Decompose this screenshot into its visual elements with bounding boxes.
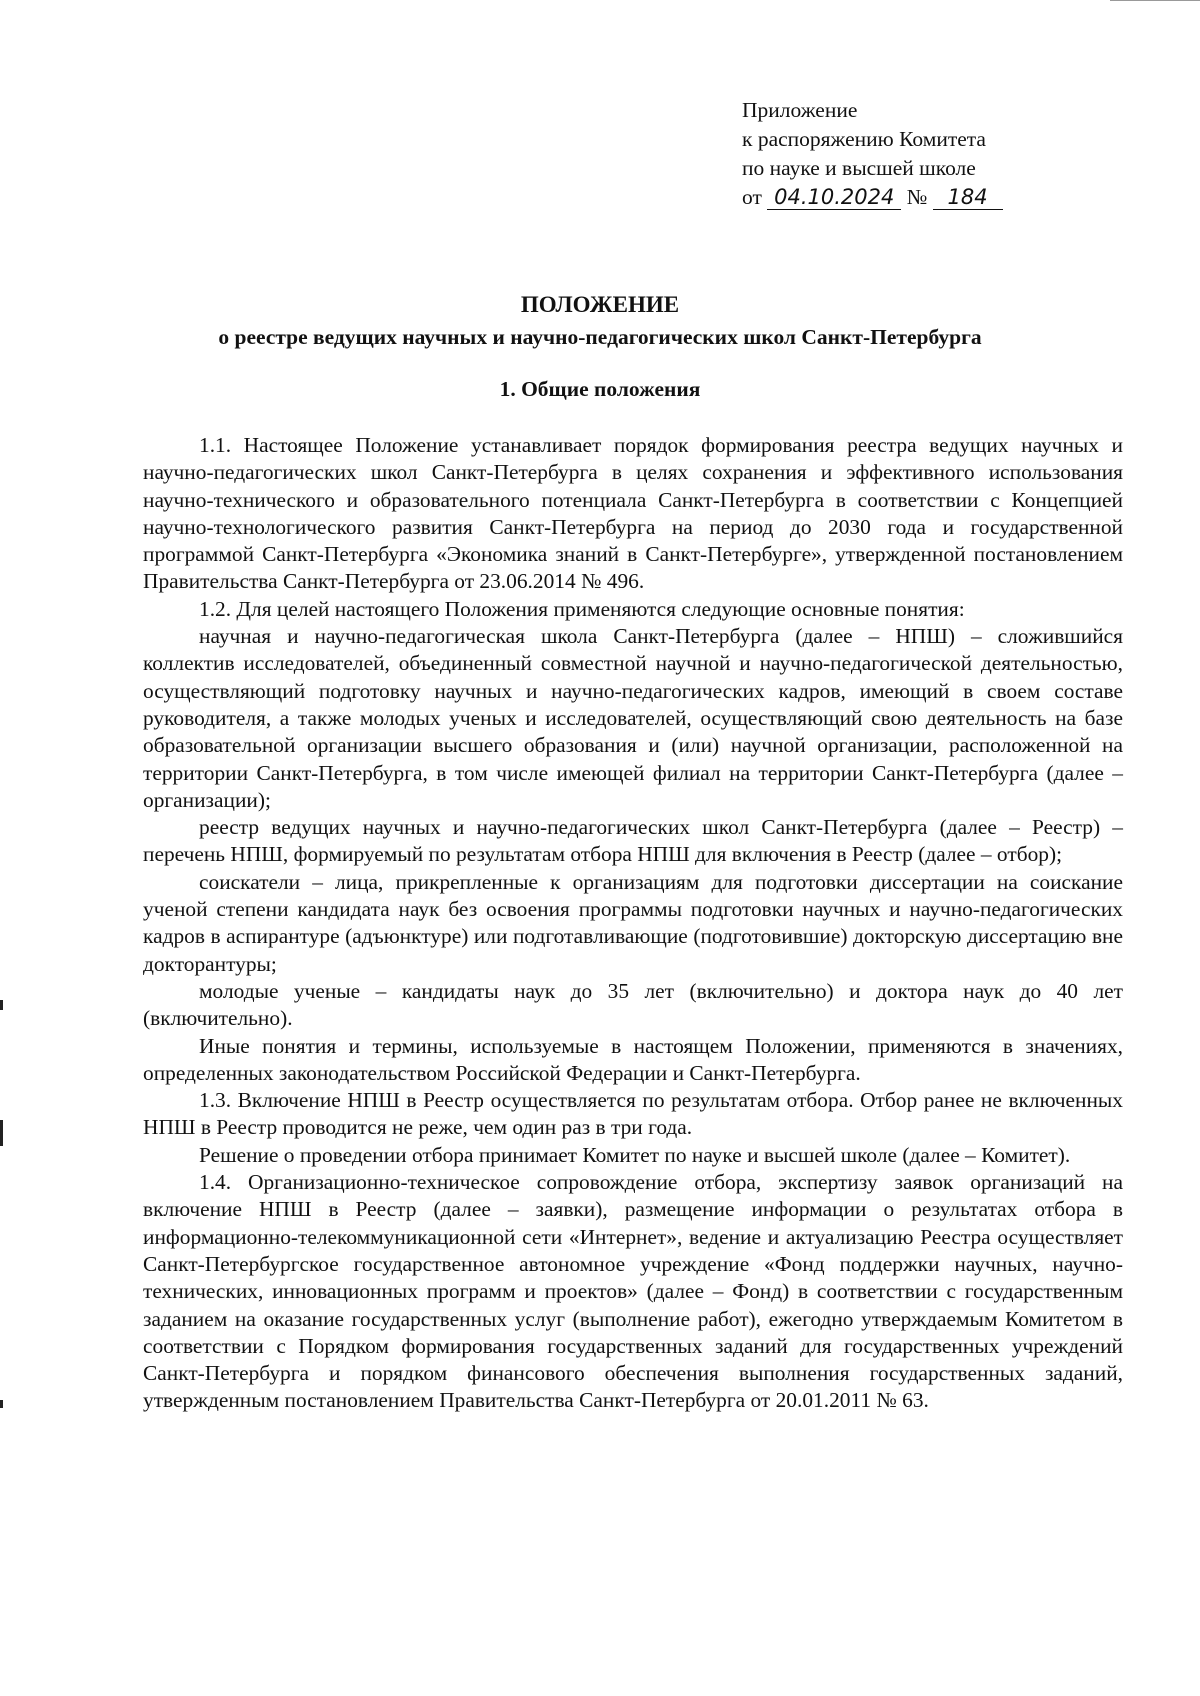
paragraph: молодые ученые – кандидаты наук до 35 лет (включительно) и доктора наук до 40 лет (включительно). [143,978,1123,1031]
paragraph: 1.3. Включение НПШ в Реестр осуществляется по результатам отбора. Отбор ранее не включенных НПШ в Реестр проводится не реже, чем один раз в три года. [143,1088,1123,1140]
paragraph: научная и научно-педагогическая школа Санкт-Петербурга (далее – НПШ) – сложившийся коллектив исследователей, объединенный совместной научной и научно-педагогической деятельностью, осуществляющий подготовку научных и научно-педагогических кадров, имеющий в своем составе руководителя, а также молодых ученых и исследователей, осуществляющий свою деятельность на базе образовательной организации высшего образования и (или) научной организации, расположенной на территории Санкт-Петербурга, в том числе имеющей филиал на территории Санкт-Петербурга (далее – организации); [143,624,1123,812]
scan-margin-mark [0,1400,3,1408]
paragraph: 1.1. Настоящее Положение устанавливает порядок формирования реестра ведущих научных и научно-педагогических школ Санкт-Петербурга в целях сохранения и эффективного использования научно-технического и образовательного потенциала Санкт-Петербурга в соответствии с Концепцией научно-технологического развития Санкт-Петербурга на период до 2030 года и государственной программой Санкт-Петербурга «Экономика знаний в Санкт-Петербурге», утвержденной постановлением Правительства Санкт-Петербурга от 23.06.2014 № 496. [143,433,1123,594]
document-body [143,432,1123,1415]
handwritten-number: 184 [933,185,1003,210]
paragraph: Решение о проведении отбора принимает Комитет по науке и высшей школе (далее – Комитет). [199,1142,1071,1167]
scan-margin-mark [0,1000,3,1010]
paragraph: 1.4. Организационно-техническое сопровождение отбора, экспертизу заявок организаций на включение НПШ в Реестр (далее – заявки), размещение информации о результатах отбора в информационно-телекоммуникационной сети «Интернет», ведение и актуализацию Реестра осуществляет Санкт-Петербургское государственное автономное учреждение «Фонд поддержки научных, научно-технических, инновационных программ и проектов» (далее – Фонд) в соответствии с государственным заданием на оказание государственных услуг (выполнение работ), ежегодно утверждаемым Комитетом в соответствии с Порядком формирования государственных заданий для государственных учреждений Санкт-Петербурга и порядком финансового обеспечения выполнения государственных заданий, утвержденным постановлением Правительства Санкт-Петербурга от 20.01.2011 № 63. [143,1170,1123,1413]
appendix-line-2: к распоряжению Комитета [742,127,986,151]
appendix-line-1: Приложение [742,98,858,122]
paragraph: Иные понятия и термины, используемые в настоящем Положении, применяются в значениях, определенных законодательством Российской Федерации и Санкт-Петербурга. [143,1033,1123,1085]
section-heading: 1. Общие положения [499,377,701,401]
scan-edge-line [1110,0,1200,1]
paragraph: реестр ведущих научных и научно-педагогических школ Санкт-Петербурга (далее – Реестр) – перечень НПШ, формируемый по результатам отбора НПШ для включения в Реестр (далее – отбор); [143,815,1123,867]
scan-margin-mark [0,1120,3,1146]
handwritten-date: 04.10.2024 [767,185,901,210]
document-title: ПОЛОЖЕНИЕ [520,292,680,317]
document-subtitle: о реестре ведущих научных и научно-педагогических школ Санкт-Петербурга [218,325,982,349]
date-prefix: от [742,185,762,209]
paragraph: соискатели – лица, прикрепленные к организациям для подготовки диссертации на соискание ученой степени кандидата наук без освоения программы подготовки научных и научно-педагогических кадров в аспирантуре (адъюнктуре) или подготавливающие (подготовившие) докторскую диссертацию вне докторантуры; [143,869,1123,976]
appendix-date-line [742,183,1003,212]
appendix-block [742,96,1003,212]
paragraph: 1.2. Для целей настоящего Положения применяются следующие основные понятия: [199,596,965,621]
number-prefix: № [906,185,928,209]
appendix-line-3: по науке и высшей школе [742,156,976,180]
